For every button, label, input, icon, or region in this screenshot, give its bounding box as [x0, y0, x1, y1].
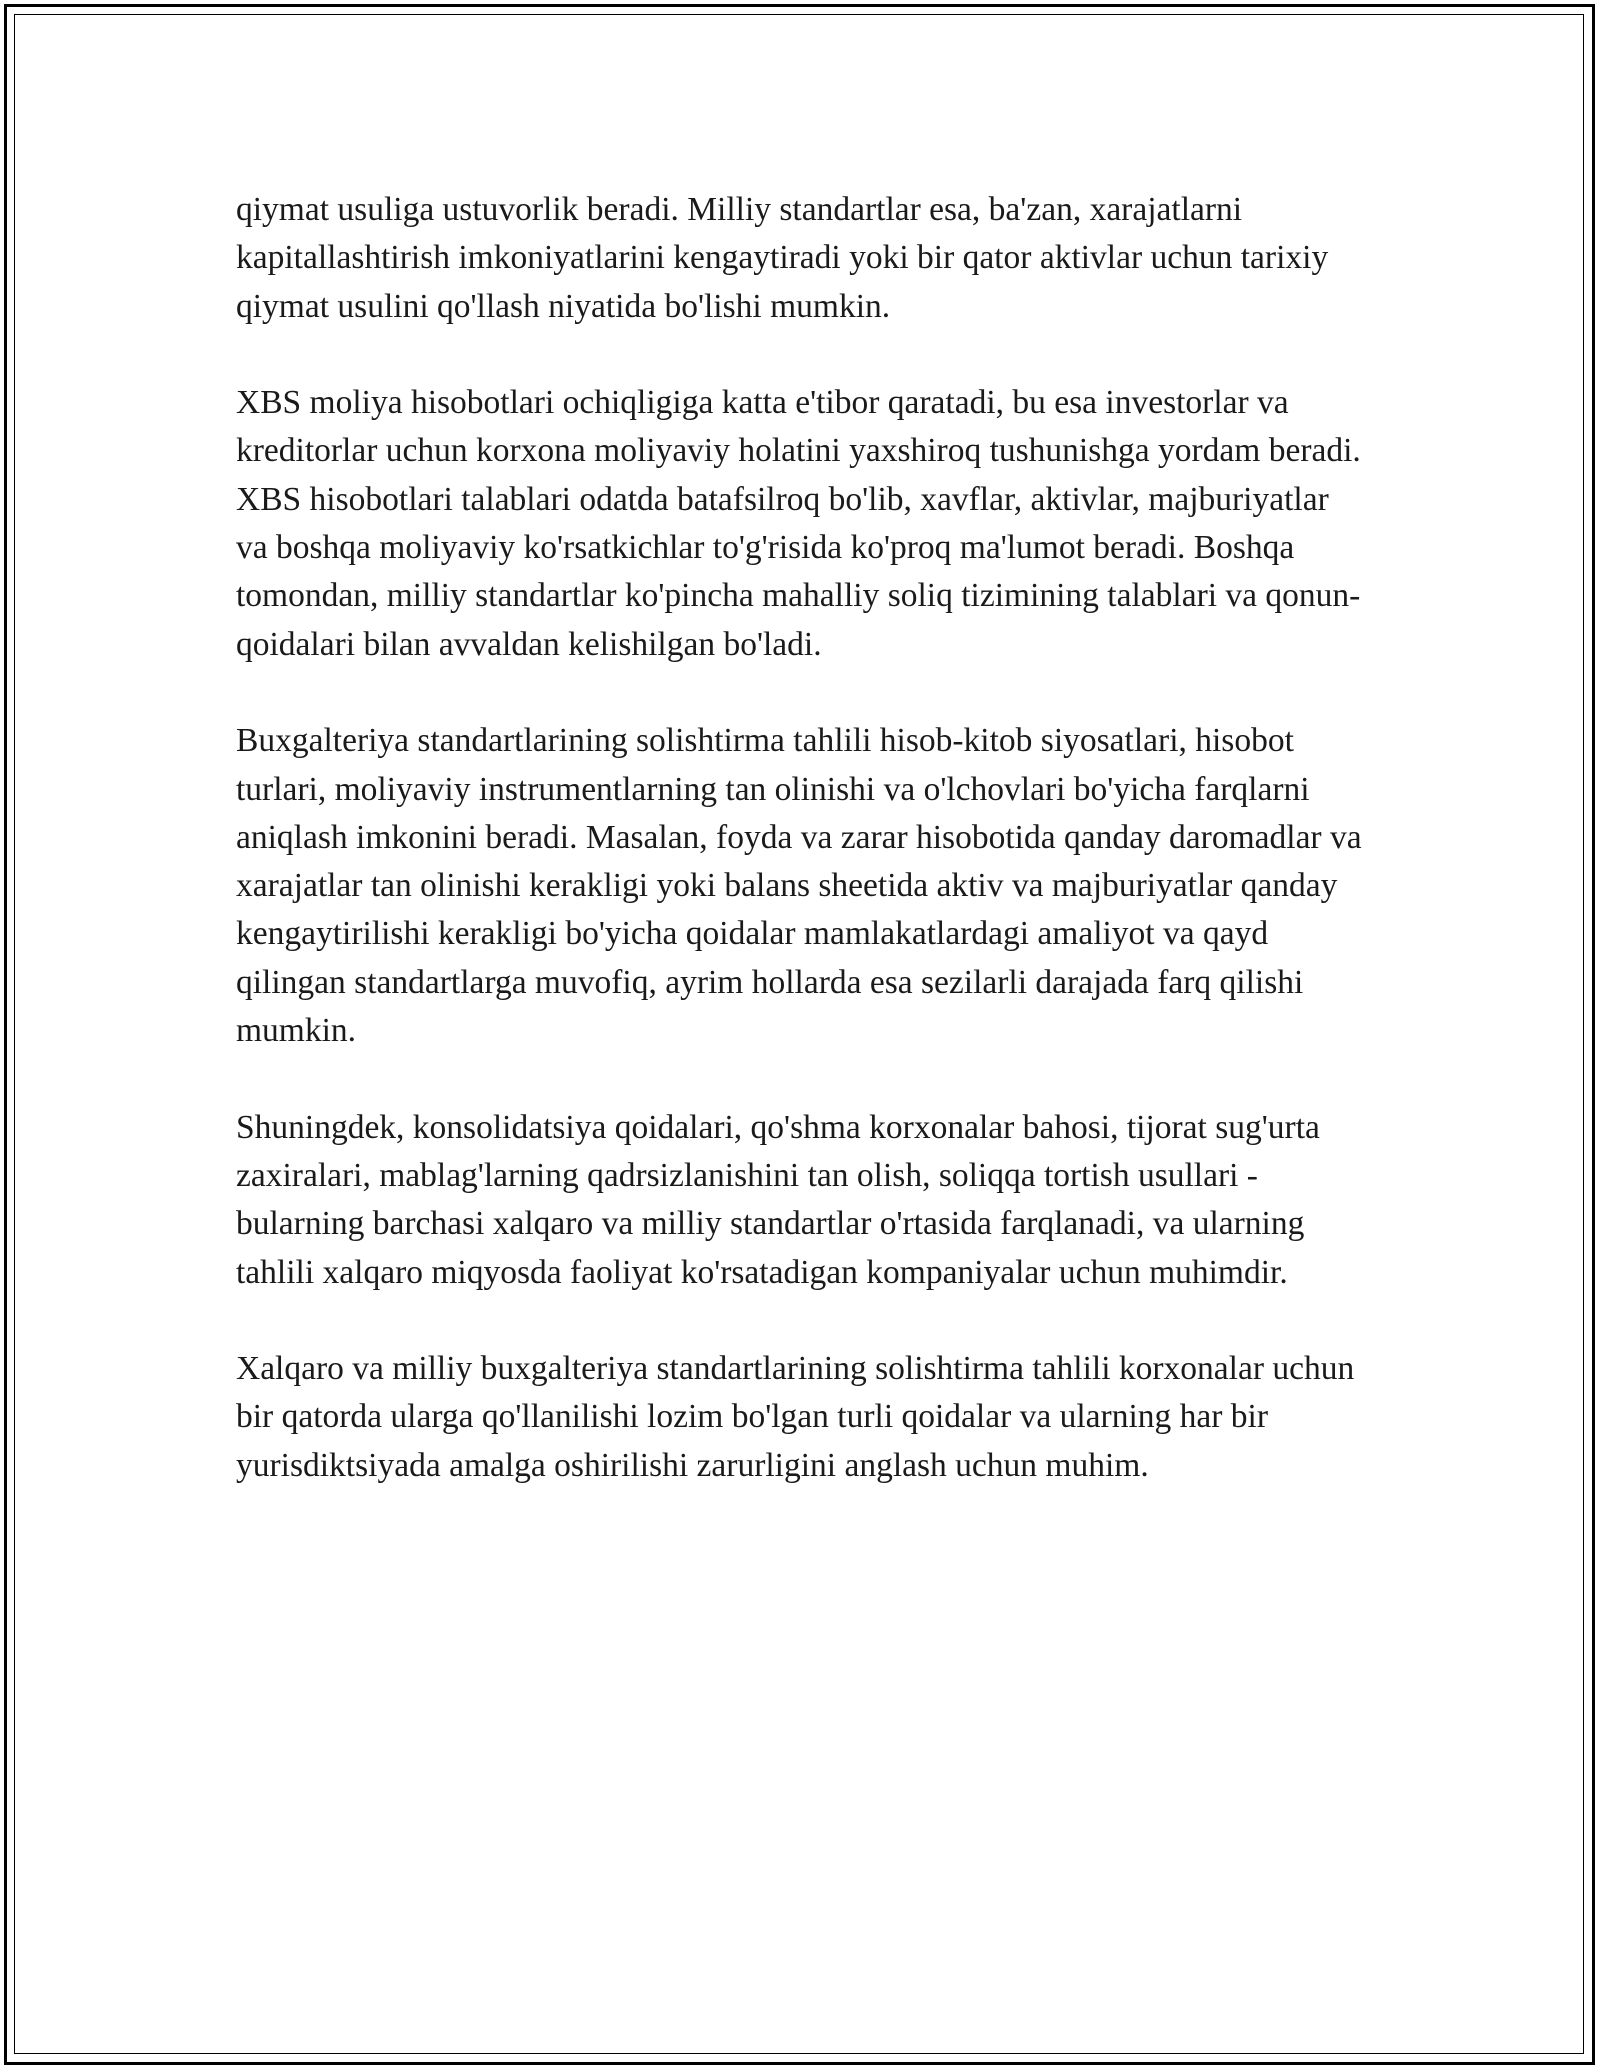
paragraph-2: XBS moliya hisobotlari ochiqligiga katta e'tibor qaratadi, bu esa investorlar va kreditorlar uchun korxona moliyaviy holatini yaxshiroq tushunishga yordam beradi. XBS hisobotlari talablari odatda batafsilroq bo'lib, xavflar, aktivlar, majburiyatlar va boshqa moliyaviy ko'rsatkichlar to'g'risida ko'proq ma'lumot beradi. Boshqa tomondan, milliy standartlar ko'pincha mahalliy soliq tizimining talablari va qonun-qoidalari bilan avvaldan kelishilgan bo'ladi. [236, 384, 1361, 663]
document-body [236, 186, 1366, 1538]
paragraph-5: Xalqaro va milliy buxgalteriya standartlarining solishtirma tahlili korxonalar uchun bir qatorda ularga qo'llanilishi lozim bo'lgan turli qoidalar va ularning har bir yurisdiktsiyada amalga oshirilishi zarurligini anglash uchun muhim. [236, 1350, 1355, 1484]
paragraph-4: Shuningdek, konsolidatsiya qoidalari, qo'shma korxonalar bahosi, tijorat sug'urta zaxiralari, mablag'larning qadrsizlanishini tan olish, soliqqa tortish usullari - bularning barchasi xalqaro va milliy standartlar o'rtasida farqlanadi, va ularning tahlili xalqaro miqyosda faoliyat ko'rsatadigan kompaniyalar uchun muhimdir. [236, 1108, 1320, 1291]
paragraph-1: qiymat usuliga ustuvorlik beradi. Milliy standartlar esa, ba'zan, xarajatlarni kapitallashtirish imkoniyatlarini kengaytiradi yoki bir qator aktivlar uchun tarixiy qiymat usulini qo'llash niyatida bo'lishi mumkin. [236, 191, 1329, 325]
paragraph-3: Buxgalteriya standartlarining solishtirma tahlili hisob-kitob siyosatlari, hisobot turlari, moliyaviy instrumentlarning tan olinishi va o'lchovlari bo'yicha farqlarni aniqlash imkonini beradi. Masalan, foyda va zarar hisobotida qanday daromadlar va xarajatlar tan olinishi kerakligi yoki balans sheetida aktiv va majburiyatlar qanday kengaytirilishi kerakligi bo'yicha qoidalar mamlakatlardagi amaliyot va qayd qilingan standartlarga muvofiq, ayrim hollarda esa sezilarli darajada farq qilishi mumkin. [236, 722, 1362, 1050]
